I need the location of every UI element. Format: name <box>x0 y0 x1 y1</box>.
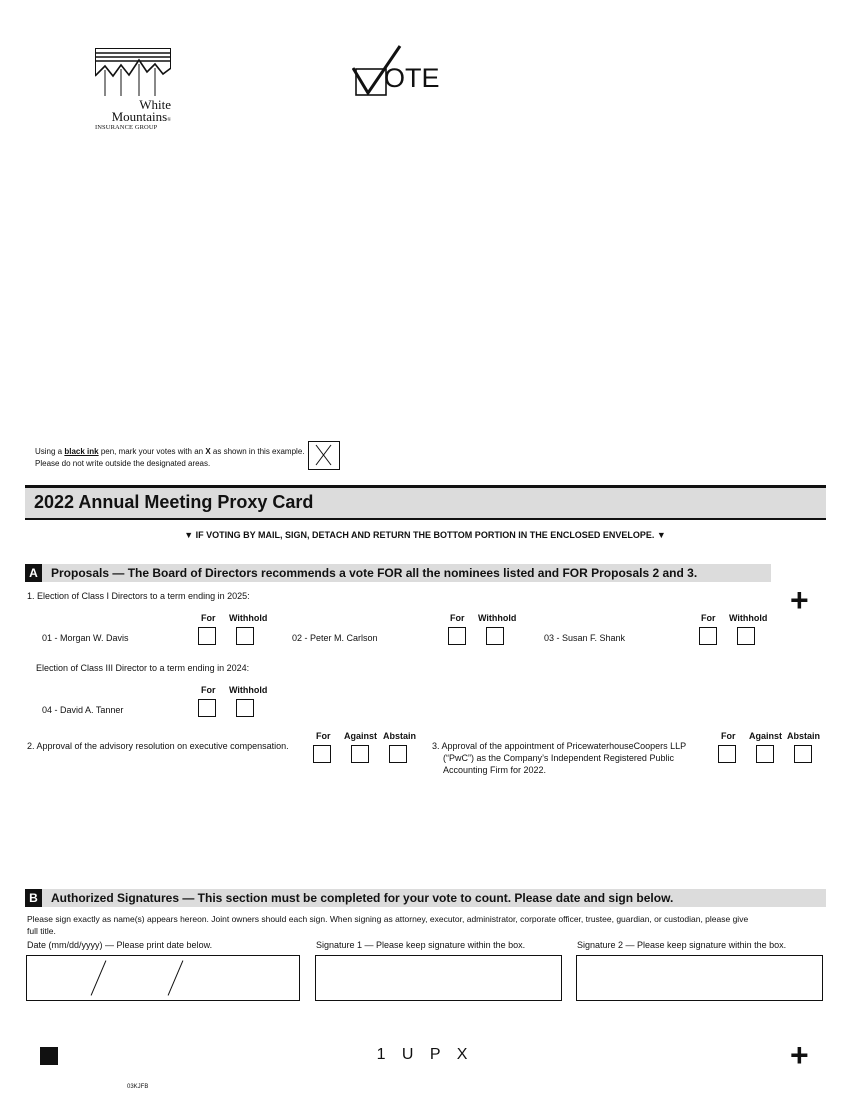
date-label: Date (mm/dd/yyyy) — Please print date below. <box>27 940 213 950</box>
instr-mid: pen, mark your votes with an <box>98 447 206 456</box>
col-for-4: For <box>201 685 216 695</box>
proposal-3-against-checkbox[interactable] <box>756 745 774 763</box>
signature-2-label: Signature 2 — Please keep signature within the box. <box>577 940 787 950</box>
instr-x: X <box>205 447 211 456</box>
logo-line-white: White <box>139 97 171 112</box>
col-withhold-1: Withhold <box>229 613 268 623</box>
section-b-title: Authorized Signatures — This section must be completed for your vote to count. Please date and sign below. <box>51 891 674 905</box>
proposal-1-label: 1. Election of Class I Directors to a term ending in 2025: <box>27 591 250 601</box>
mail-notice: ▼ IF VOTING BY MAIL, SIGN, DETACH AND RETURN THE BOTTOM PORTION IN THE ENCLOSED ENVELOPE. ▼ <box>184 530 666 540</box>
p3-col-abstain: Abstain <box>787 731 821 741</box>
signature-instruction-line-1: Please sign exactly as name(s) appears hereon. Joint owners should each sign. When signing as attorney, executor, administrator, corporate officer, trustee, guardian, or custodian, please give <box>27 914 749 924</box>
registration-plus-mark-bottom: + <box>790 1037 809 1073</box>
nominee-02-withhold-checkbox[interactable] <box>486 627 504 645</box>
col-withhold-4: Withhold <box>229 685 268 695</box>
section-b-letter: B <box>25 889 42 907</box>
vote-text: OTE <box>384 63 440 93</box>
example-x-mark-icon <box>309 442 338 468</box>
instruction-line-1 <box>35 447 305 456</box>
signature-instruction-line-2: full title. <box>27 926 56 936</box>
instr-black-ink: black ink <box>64 447 99 456</box>
nominee-01-for-checkbox[interactable] <box>198 627 216 645</box>
col-for-2: For <box>450 613 465 623</box>
section-a-letter: A <box>25 564 42 582</box>
white-mountains-logo <box>95 48 175 132</box>
p2-col-against: Against <box>344 731 378 741</box>
nominee-01: 01 - Morgan W. Davis <box>42 633 129 643</box>
instr-pre: Using a <box>35 447 65 456</box>
nominee-02-for-checkbox[interactable] <box>448 627 466 645</box>
col-withhold-3: Withhold <box>729 613 768 623</box>
col-for-1: For <box>201 613 216 623</box>
barcode-text: 1 U P X <box>376 1046 474 1063</box>
nominee-03: 03 - Susan F. Shank <box>544 633 626 643</box>
logo-registered-mark: ® <box>167 118 171 123</box>
nominee-01-withhold-checkbox[interactable] <box>236 627 254 645</box>
signature-1-label: Signature 1 — Please keep signature within the box. <box>316 940 526 950</box>
small-code: 03KJFB <box>127 1084 149 1090</box>
proposal-3-line-2: (“PwC”) as the Company’s Independent Registered Public <box>443 753 674 763</box>
instr-post: as shown in this example. <box>210 447 305 456</box>
proposal-3-line-3: Accounting Firm for 2022. <box>443 765 547 775</box>
mountain-logo-icon <box>95 48 171 98</box>
p3-col-against: Against <box>749 731 783 741</box>
section-a-title: Proposals — The Board of Directors recommends a vote FOR all the nominees listed and FOR Proposals 2 and 3. <box>51 566 698 580</box>
p2-col-abstain: Abstain <box>383 731 417 741</box>
instruction-line-2: Please do not write outside the designated areas. <box>35 459 211 468</box>
logo-mountains-text: Mountains <box>111 109 168 124</box>
page-title: 2022 Annual Meeting Proxy Card <box>34 492 314 512</box>
class-iii-label: Election of Class III Director to a term ending in 2024: <box>36 663 250 673</box>
proposal-2-abstain-checkbox[interactable] <box>389 745 407 763</box>
nominee-03-for-checkbox[interactable] <box>699 627 717 645</box>
logo-line-insurance-group: INSURANCE GROUP <box>95 124 158 131</box>
nominee-04-for-checkbox[interactable] <box>198 699 216 717</box>
nominee-04-withhold-checkbox[interactable] <box>236 699 254 717</box>
date-input-box[interactable] <box>26 955 300 1001</box>
example-mark-box <box>308 441 340 470</box>
p3-col-for: For <box>721 731 736 741</box>
vote-mark <box>352 45 442 97</box>
col-for-3: For <box>701 613 716 623</box>
proposal-3-line-1: 3. Approval of the appointment of PricewaterhouseCoopers LLP <box>432 741 687 751</box>
nominee-03-withhold-checkbox[interactable] <box>737 627 755 645</box>
proposal-3-abstain-checkbox[interactable] <box>794 745 812 763</box>
signature-2-box[interactable] <box>576 955 823 1001</box>
proposal-2-label: 2. Approval of the advisory resolution on executive compensation. <box>27 741 289 751</box>
p2-col-for: For <box>316 731 331 741</box>
proposal-3-for-checkbox[interactable] <box>718 745 736 763</box>
nominee-02: 02 - Peter M. Carlson <box>292 633 378 643</box>
col-withhold-2: Withhold <box>478 613 517 623</box>
registration-plus-mark-top: + <box>790 582 809 618</box>
nominee-04: 04 - David A. Tanner <box>42 705 124 715</box>
signature-1-box[interactable] <box>315 955 562 1001</box>
proposal-2-against-checkbox[interactable] <box>351 745 369 763</box>
proposal-2-for-checkbox[interactable] <box>313 745 331 763</box>
